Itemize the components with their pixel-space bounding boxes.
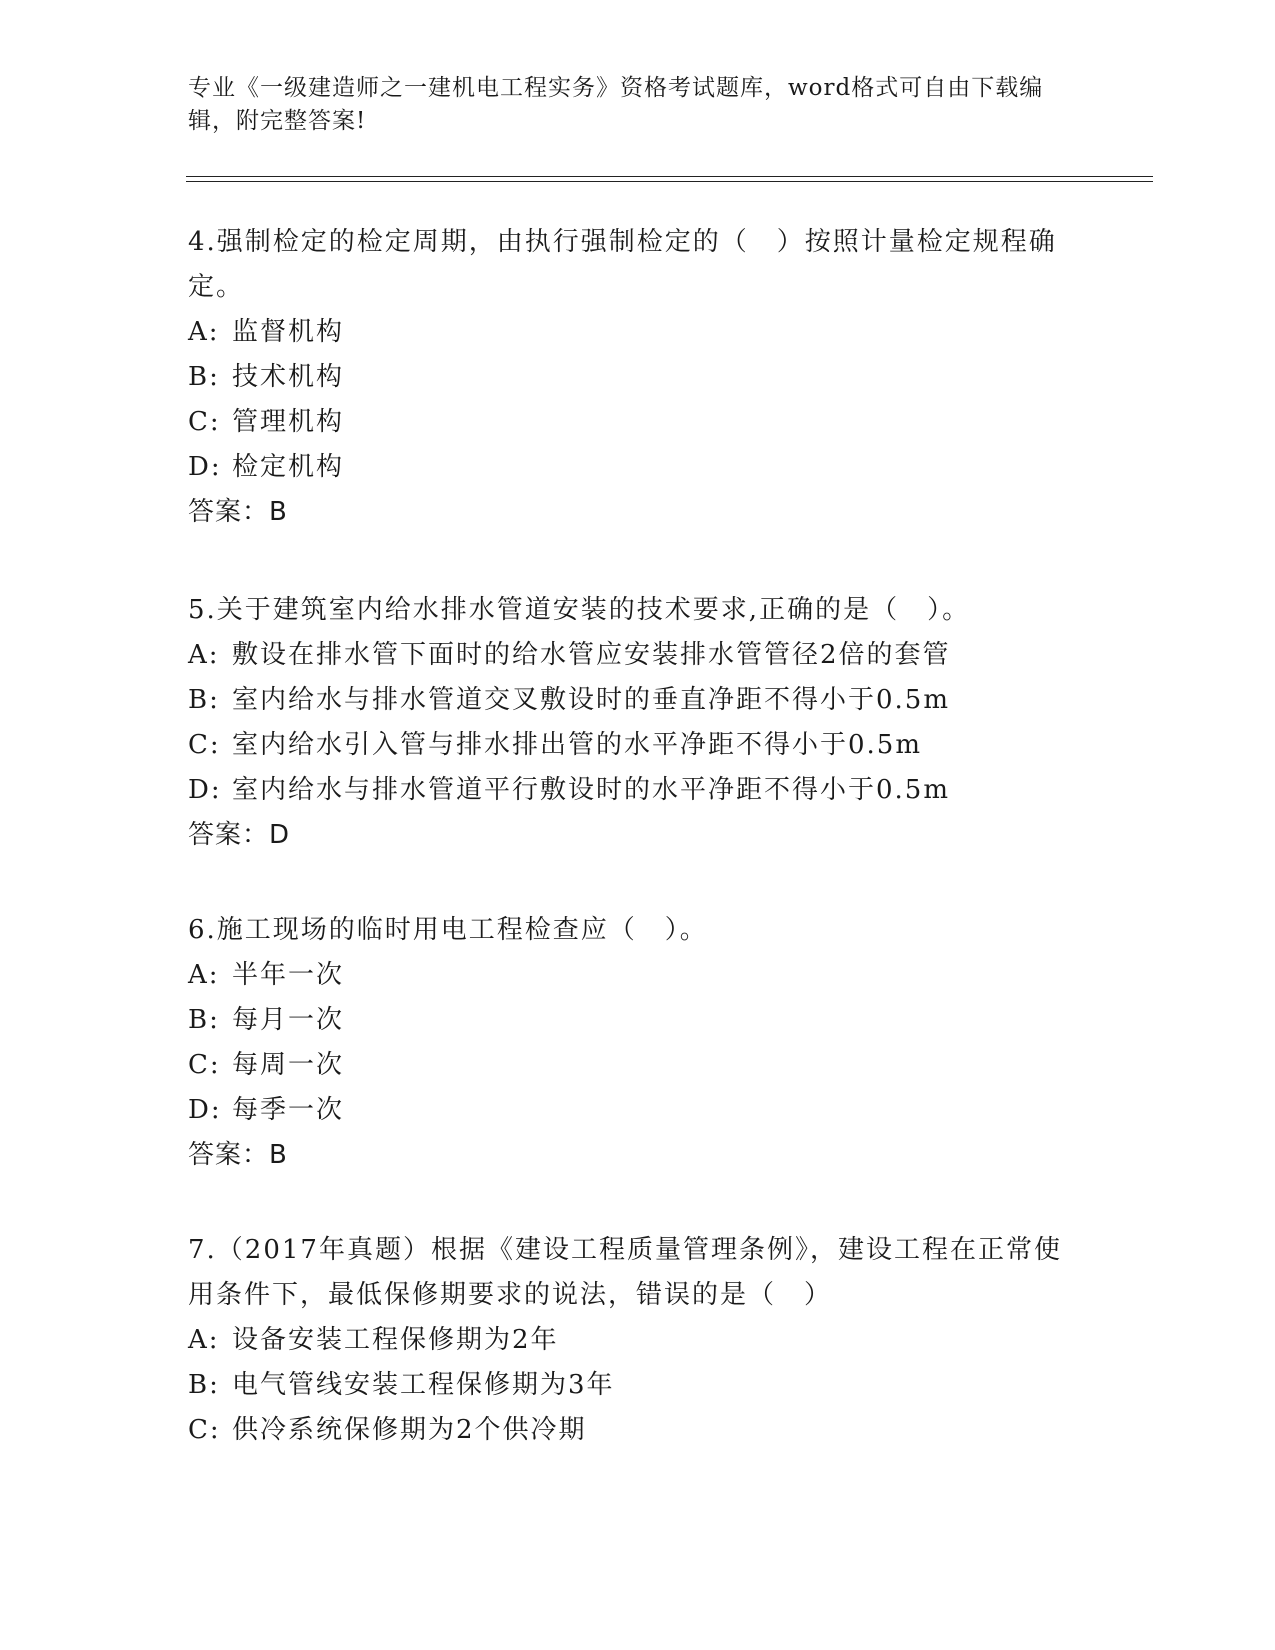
answer-label: 答案：D [188, 820, 291, 850]
option-b [188, 1363, 1088, 1408]
option-key: B: [188, 362, 220, 392]
option-d [188, 1088, 1088, 1133]
option-a [188, 953, 1088, 998]
question-stem: 7.（2017年真题）根据《建设工程质量管理条例》，建设工程在正常使用条件下，最低保修期要求的说法，错误的是（ ） [188, 1235, 1062, 1310]
question-7 [188, 1228, 1088, 1453]
option-key: A: [188, 960, 220, 990]
option-d [188, 768, 1088, 813]
question-stem: 4.强制检定的检定周期，由执行强制检定的（ ）按照计量检定规程确定。 [188, 227, 1057, 302]
option-key: D: [188, 452, 222, 482]
answer-label: 答案：B [188, 497, 288, 527]
option-d [188, 445, 1088, 490]
option-a [188, 1318, 1088, 1363]
header-divider-bottom [186, 181, 1153, 182]
option-key: C: [188, 1050, 221, 1080]
option-key: C: [188, 730, 221, 760]
option-text: 室内给水与排水管道交叉敷设时的垂直净距不得小于0.5m [232, 685, 951, 715]
answer-label: 答案：B [188, 1140, 288, 1170]
option-key: C: [188, 407, 221, 437]
option-key: C: [188, 1415, 221, 1445]
option-key: B: [188, 1005, 220, 1035]
option-key: D: [188, 775, 222, 805]
document-header: 专业《一级建造师之一建机电工程实务》资格考试题库，word格式可自由下载编辑，附完整答案! [188, 75, 1044, 134]
option-text: 供冷系统保修期为2个供冷期 [232, 1415, 587, 1445]
option-c [188, 1043, 1088, 1088]
question-4 [188, 220, 1088, 535]
option-text: 室内给水与排水管道平行敷设时的水平净距不得小于0.5m [232, 775, 951, 805]
option-text: 技术机构 [232, 362, 345, 392]
option-b [188, 678, 1088, 723]
option-key: A: [188, 640, 220, 670]
option-text: 敷设在排水管下面时的给水管应安装排水管管径2倍的套管 [232, 640, 951, 670]
header-divider-top [186, 176, 1153, 177]
option-text: 检定机构 [232, 452, 345, 482]
option-key: D: [188, 1095, 222, 1125]
option-text: 每周一次 [232, 1050, 345, 1080]
option-text: 室内给水引入管与排水排出管的水平净距不得小于0.5m [232, 730, 923, 760]
option-key: A: [188, 317, 220, 347]
option-text: 管理机构 [232, 407, 345, 437]
question-6 [188, 908, 1088, 1178]
option-text: 每季一次 [232, 1095, 345, 1125]
question-stem: 6.施工现场的临时用电工程检查应（ ）。 [188, 915, 708, 945]
option-b [188, 998, 1088, 1043]
option-key: A: [188, 1325, 220, 1355]
question-stem: 5.关于建筑室内给水排水管道安装的技术要求,正确的是（ ）。 [188, 595, 971, 625]
option-text: 设备安装工程保修期为2年 [232, 1325, 559, 1355]
option-text: 电气管线安装工程保修期为3年 [232, 1370, 615, 1400]
option-c [188, 400, 1088, 445]
option-key: B: [188, 685, 220, 715]
option-c [188, 1408, 1088, 1453]
option-text: 每月一次 [232, 1005, 345, 1035]
option-key: B: [188, 1370, 220, 1400]
option-b [188, 355, 1088, 400]
option-text: 半年一次 [232, 960, 345, 990]
option-a [188, 310, 1088, 355]
question-5 [188, 588, 1088, 858]
option-text: 监督机构 [232, 317, 345, 347]
option-c [188, 723, 1088, 768]
option-a [188, 633, 1088, 678]
